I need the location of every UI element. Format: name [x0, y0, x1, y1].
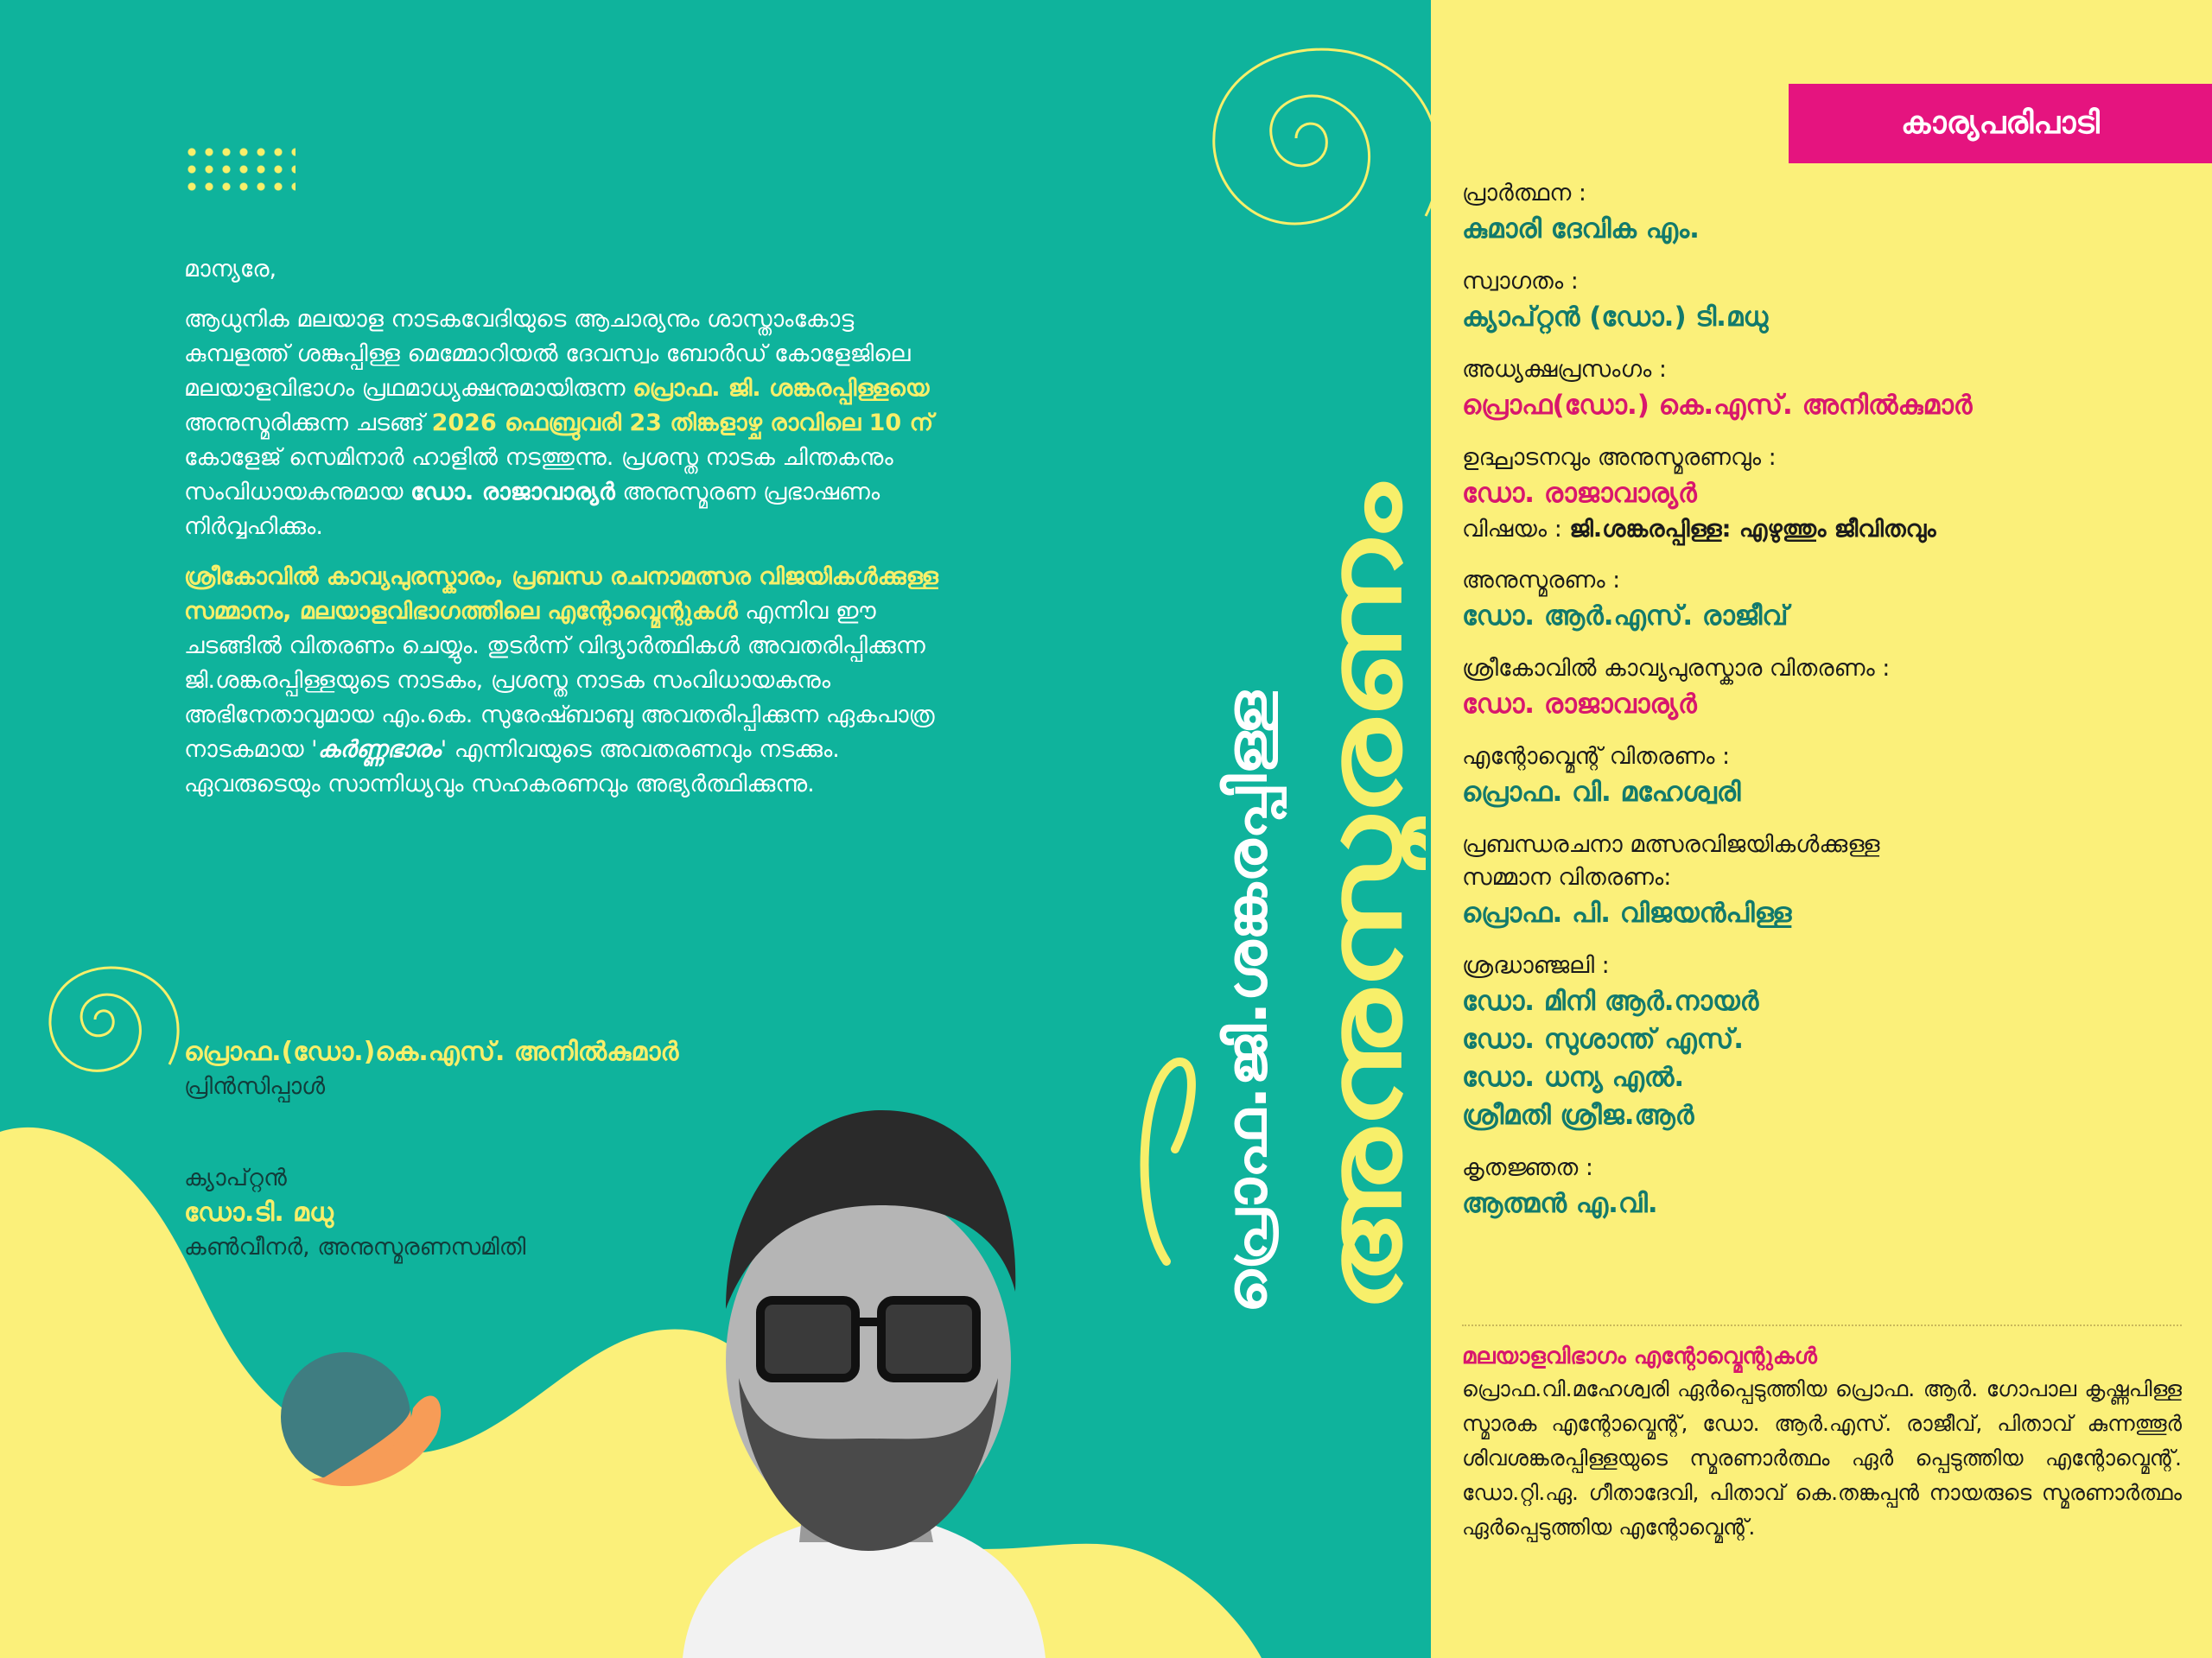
principal-role: പ്രിൻസിപ്പാൾ [184, 1073, 326, 1100]
program-item [1462, 652, 2188, 723]
program-item-label: ശ്രദ്ധാഞ്ജലി : [1462, 952, 1610, 979]
dot-grid-decoration [183, 143, 296, 197]
program-item-value: ഡോ. രാജാവാര്യർ [1462, 478, 1697, 509]
title-line-1: പ്രൊഫ.ജി.ശങ്കരപ്പിള്ള [1216, 745, 1280, 1313]
letter-text: അനുസ്മരിക്കുന്ന ചടങ്ങ് [184, 410, 432, 436]
portrait-photo [674, 1093, 1046, 1658]
program-item [1462, 950, 2188, 1134]
program-item-value: പ്രൊഫ. വി. മഹേശ്വരി [1462, 777, 1741, 808]
program-item-label: അനുസ്മരണം : [1462, 567, 1621, 594]
spiral-left-decoration [50, 968, 178, 1070]
program-item [1462, 564, 2188, 635]
program-item-label: ശ്രീകോവിൽ കാവ്യപുരസ്കാര വിതരണം : [1462, 655, 1891, 682]
program-item-value: ശ്രീമതി ശ്രീജ.ആർ [1462, 1100, 1694, 1131]
program-item-label: സ്വാഗതം : [1462, 268, 1579, 295]
program-item [1462, 353, 2188, 424]
endowments-heading: മലയാളവിഭാഗം എന്റോവ്മെന്റുകൾ [1462, 1344, 1817, 1369]
invitation-letter [184, 252, 944, 817]
glasses-bridge [851, 1318, 886, 1326]
lecture-topic [1462, 512, 2188, 547]
principal-signature [184, 1035, 678, 1104]
program-item [1462, 177, 2188, 248]
section-divider [1462, 1324, 2182, 1326]
topic-label: വിഷയം : [1462, 516, 1570, 543]
event-title [1115, 458, 1426, 1322]
program-panel [1431, 0, 2212, 1658]
convener-prefix: ക്യാപ്റ്റൻ [184, 1165, 287, 1191]
letter-text: കോളേജ് സെമിനാർ ഹാളിൽ നടത്തുന്നു. പ്രശസ്ത നാടക ചിന്തകനും സംവിധായകനുമായ [184, 444, 893, 505]
program-item-value: കുമാരി ദേവിക എം. [1462, 213, 1700, 245]
title-swash-decoration [1145, 1062, 1192, 1261]
convener-name: ഡോ.ടി. മധു [184, 1197, 334, 1228]
program-item [1462, 265, 2188, 336]
program-item-label: എന്റോവ്മെന്റ് വിതരണം : [1462, 743, 1731, 770]
program-item-value: ഡോ. സുശാന്ത് എസ്. [1462, 1024, 1744, 1055]
title-line-2: അനുസ്മരണം [1305, 688, 1424, 1313]
letter-paragraph-1 [184, 302, 944, 544]
program-item-label: കൃതജ്ഞത : [1462, 1154, 1593, 1181]
program-item-value: ക്യാപ്റ്റൻ (ഡോ.) ടി.മധു [1462, 302, 1769, 333]
convener-signature [184, 1161, 525, 1265]
topic-value: ജി.ശങ്കരപ്പിള്ള: എഴുത്തും ജീവിതവും [1569, 516, 1936, 543]
program-item-value: പ്രൊഫ. പി. വിജയൻപിള്ള [1462, 898, 1792, 929]
program-item-label: അധ്യക്ഷപ്രസംഗം : [1462, 356, 1667, 383]
program-item-label: സമ്മാന വിതരണം: [1462, 864, 1672, 891]
speaker-name: ഡോ. രാജാവാര്യർ [410, 479, 615, 505]
honoree-name: പ്രൊഫ. ജി. ശങ്കരപ്പിള്ളയെ [632, 375, 930, 402]
program-item-label: പ്രബന്ധരചനാ മത്സരവിജയികൾക്കുള്ള [1462, 831, 1880, 858]
glasses-left-lens [760, 1300, 855, 1378]
salutation: മാന്യരേ, [184, 256, 277, 283]
play-title: കർണ്ണഭാരം [317, 736, 441, 763]
principal-name: പ്രൊഫ.(ഡോ.)കെ.എസ്. അനിൽകുമാർ [184, 1037, 679, 1067]
letter-text: അനുസ്മരണ പ്രഭാഷണം നിർവ്വഹിക്കും. [184, 479, 880, 540]
letter-text: ആധുനിക മലയാള നാടകവേദിയുടെ ആചാര്യനും ശാസ്താംകോട്ട കുമ്പളത്ത് ശങ്കുപ്പിള്ള മെമ്മോറിയൽ ദേവസ്വം ബോർഡ് കോളേജിലെ മലയാളവിഭാഗം പ്രഥമാധ്യക്ഷനുമായിരുന്ന [184, 306, 911, 402]
endowments-text: പ്രൊഫ.വി.മഹേശ്വരി ഏർപ്പെടുത്തിയ പ്രൊഫ. ആർ. ഗോപാല കൃഷ്ണപിള്ള സ്മാരക എന്റോവ്മെന്റ്, ഡോ. ആർ.എസ്. രാജീവ്, പിതാവ് കുന്നത്തൂർ ശിവശങ്കരപ്പിള്ളയുടെ സ്മരണാർത്ഥം ഏർ പ്പെടുത്തിയ എന്റോവ്മെന്റ്. ഡോ.റ്റി.ഏ. ഗീതാദേവി, പിതാവ് കെ.തങ്കപ്പൻ നായരുടെ സ്മരണാർത്ഥം ഏർപ്പെടുത്തിയ എന്റോവ്മെന്റ്. [1462, 1376, 2182, 1540]
program-item [1462, 1152, 2188, 1223]
program-item-value: ആത്മൻ എ.വി. [1462, 1188, 1658, 1219]
program-item-label: ഉദ്ഘാടനവും അനുസ്മരണവും : [1462, 444, 1777, 471]
convener-role: കൺവീനർ, അനുസ്മരണസമിതി [184, 1234, 526, 1261]
program-item [1462, 829, 2188, 932]
program-item [1462, 441, 2188, 547]
program-list [1462, 177, 2188, 1240]
endowments-section [1462, 1341, 2182, 1545]
glasses-right-lens [881, 1300, 976, 1378]
letter-text: എന്നിവ ഈ ചടങ്ങിൽ വിതരണം ചെയ്യും. തുടർന്ന് വിദ്യാർത്ഥികൾ അവതരിപ്പിക്കുന്ന ജി.ശങ്കരപ്പിള്ളയുടെ നാടകം, പ്രശസ്ത നാടക സംവിധായകനും അഭിനേതാവുമായ എം.കെ. സുരേഷ്ബാബു അവതരിപ്പിക്കുന്ന ഏകപാത്ര നാടകമായ ' [184, 598, 935, 763]
program-heading: കാര്യപരിപാടി [1789, 84, 2212, 163]
spiral-top-decoration [1214, 49, 1431, 224]
program-item-label: പ്രാർത്ഥന : [1462, 180, 1586, 206]
program-item [1462, 740, 2188, 811]
event-datetime: 2026 ഫെബ്രുവരി 23 തിങ്കളാഴ്ച രാവിലെ 10 ന് [431, 410, 934, 436]
program-item-value: ഡോ. മിനി ആർ.നായർ [1462, 986, 1759, 1017]
letter-paragraph-2 [184, 560, 944, 802]
awards-list: ശ്രീകോവിൽ കാവ്യപുരസ്കാരം, പ്രബന്ധ രചനാമത്സര വിജയികൾക്കുള്ള സമ്മാനം, മലയാളവിഭാഗത്തിലെ എന്റോവ്മെന്റുകൾ [184, 563, 938, 625]
program-item-value: ഡോ. ആർ.എസ്. രാജീവ് [1462, 600, 1789, 632]
program-item-value: ഡോ. രാജാവാര്യർ [1462, 689, 1697, 720]
program-item-value: ഡോ. ധന്യ എൽ. [1462, 1062, 1685, 1093]
letter-text: ' എന്നിവയുടെ അവതരണവും നടക്കും. ഏവരുടെയും സാന്നിധ്യവും സഹകരണവും അഭ്യർത്ഥിക്കുന്നു. [184, 736, 840, 797]
program-item-value: പ്രൊഫ(ഡോ.) കെ.എസ്. അനിൽകുമാർ [1462, 390, 1973, 421]
